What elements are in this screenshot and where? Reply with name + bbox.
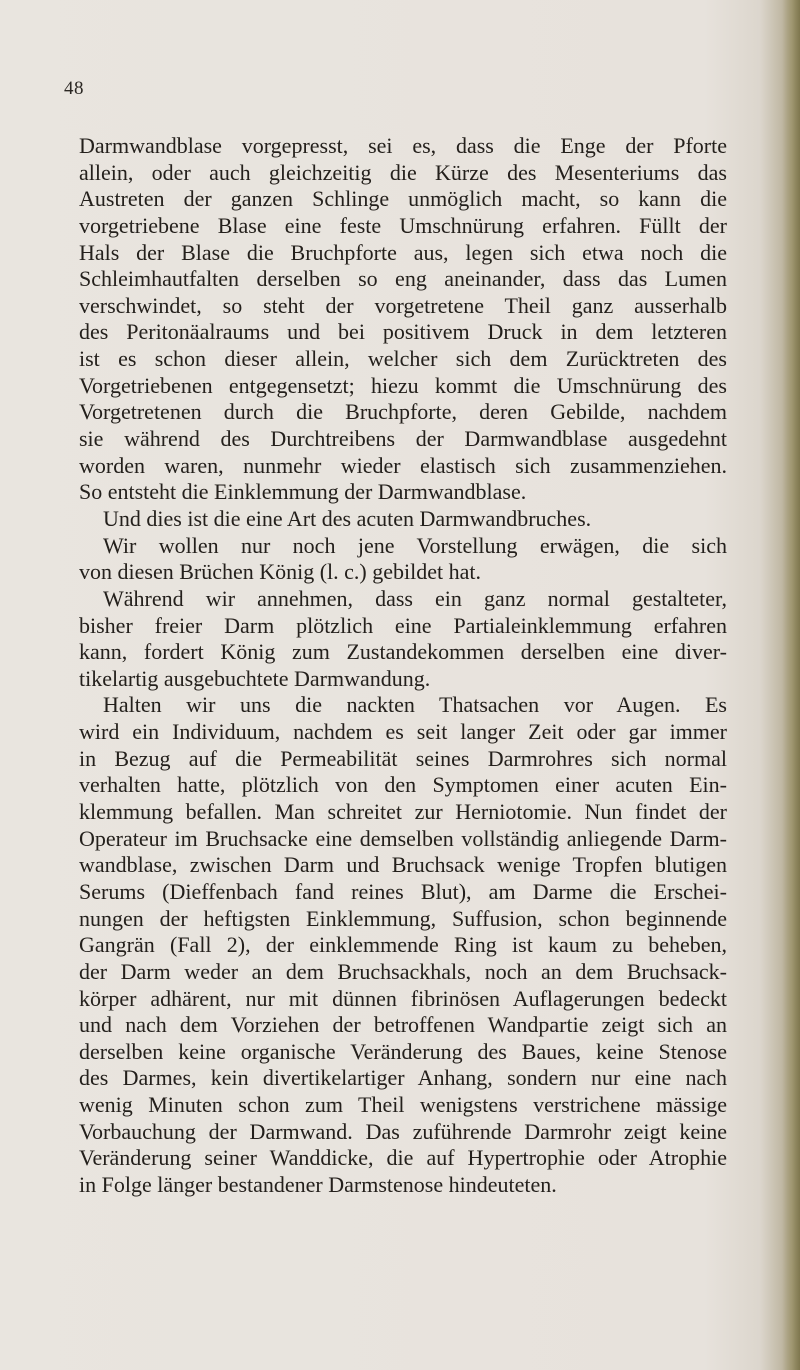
text-line: sie während des Durchtreibens der Darmwandblase ausgedehnt — [79, 426, 727, 452]
text-line: ist es schon dieser allein, welcher sich dem Zurücktreten des — [79, 346, 727, 372]
text-line: vorgetriebene Blase eine feste Umschnürung erfahren. Füllt der — [79, 212, 727, 238]
text-line: des Darmes, kein divertikelartiger Anhang, sondern nur eine nach — [79, 1065, 727, 1091]
text-line: kann, fordert König zum Zustandekommen derselben eine diver- — [79, 639, 727, 665]
text-line: Hals der Blase die Bruchpforte aus, legen sich etwa noch die — [79, 239, 727, 265]
text-line: Halten wir uns die nackten Thatsachen vor Augen. Es — [103, 692, 727, 718]
text-line: nungen der heftigsten Einklemmung, Suffusion, schon beginnende — [79, 905, 727, 931]
text-line: Serums (Dieffenbach fand reines Blut), am Darme die Erschei- — [79, 878, 727, 904]
text-line: Gangrän (Fall 2), der einklemmende Ring ist kaum zu beheben, — [79, 932, 727, 958]
body-text — [79, 133, 727, 1199]
text-line: Austreten der ganzen Schlinge unmöglich macht, so kann die — [79, 186, 727, 212]
text-line: verschwindet, so steht der vorgetretene Theil ganz ausserhalb — [79, 292, 727, 318]
page-edge-shadow — [782, 0, 800, 1370]
text-line: verhalten hatte, plötzlich von den Symptomen einer acuten Ein- — [79, 772, 727, 798]
text-line: körper adhärent, nur mit dünnen fibrinösen Auflagerungen bedeckt — [79, 985, 727, 1011]
text-line: bisher freier Darm plötzlich eine Partialeinklemmung erfahren — [79, 612, 727, 638]
text-line: So entsteht die Einklemmung der Darmwandblase. — [79, 479, 527, 505]
text-line: in Folge länger bestandener Darmstenose hindeuteten. — [79, 1171, 557, 1197]
text-line: des Peritonäalraums und bei positivem Druck in dem letzteren — [79, 319, 727, 345]
text-line: Und dies ist die eine Art des acuten Darmwandbruches. — [103, 505, 592, 531]
text-line: wird ein Individuum, nachdem es seit langer Zeit oder gar immer — [79, 719, 727, 745]
text-line: der Darm weder an dem Bruchsackhals, noch an dem Bruchsack- — [79, 958, 727, 984]
text-line: Während wir annehmen, dass ein ganz normal gestalteter, — [103, 585, 727, 611]
text-line: wenig Minuten schon zum Theil wenigstens verstrichene mässige — [79, 1092, 727, 1118]
text-line: tikelartig ausgebuchtete Darmwandung. — [79, 665, 431, 691]
text-line: und nach dem Vorziehen der betroffenen Wandpartie zeigt sich an — [79, 1012, 727, 1038]
text-line: worden waren, nunmehr wieder elastisch sich zusammenziehen. — [79, 452, 727, 478]
text-line: Veränderung seiner Wanddicke, die auf Hypertrophie oder Atrophie — [79, 1145, 727, 1171]
text-line: derselben keine organische Veränderung des Baues, keine Stenose — [79, 1038, 727, 1064]
text-line: klemmung befallen. Man schreitet zur Herniotomie. Nun findet der — [79, 799, 727, 825]
text-line: wandblase, zwischen Darm und Bruchsack wenige Tropfen blutigen — [79, 852, 727, 878]
text-line: allein, oder auch gleichzeitig die Kürze des Mesenteriums das — [79, 159, 727, 185]
text-line: Vorgetriebenen entgegensetzt; hiezu kommt die Umschnürung des — [79, 372, 727, 398]
text-line: von diesen Brüchen König (l. c.) gebildet hat. — [79, 559, 482, 585]
text-line: Schleimhautfalten derselben so eng aneinander, dass das Lumen — [79, 266, 727, 292]
text-line: in Bezug auf die Permeabilität seines Darmrohres sich normal — [79, 745, 727, 771]
page-number: 48 — [64, 78, 84, 99]
text-line: Wir wollen nur noch jene Vorstellung erwägen, die sich — [103, 532, 727, 558]
text-line: Operateur im Bruchsacke eine demselben vollständig anliegende Darm- — [79, 825, 727, 851]
text-line: Darmwandblase vorgepresst, sei es, dass die Enge der Pforte — [79, 133, 727, 158]
text-line: Vorgetretenen durch die Bruchpforte, deren Gebilde, nachdem — [79, 399, 727, 425]
text-line: Vorbauchung der Darmwand. Das zuführende Darmrohr zeigt keine — [79, 1118, 727, 1144]
